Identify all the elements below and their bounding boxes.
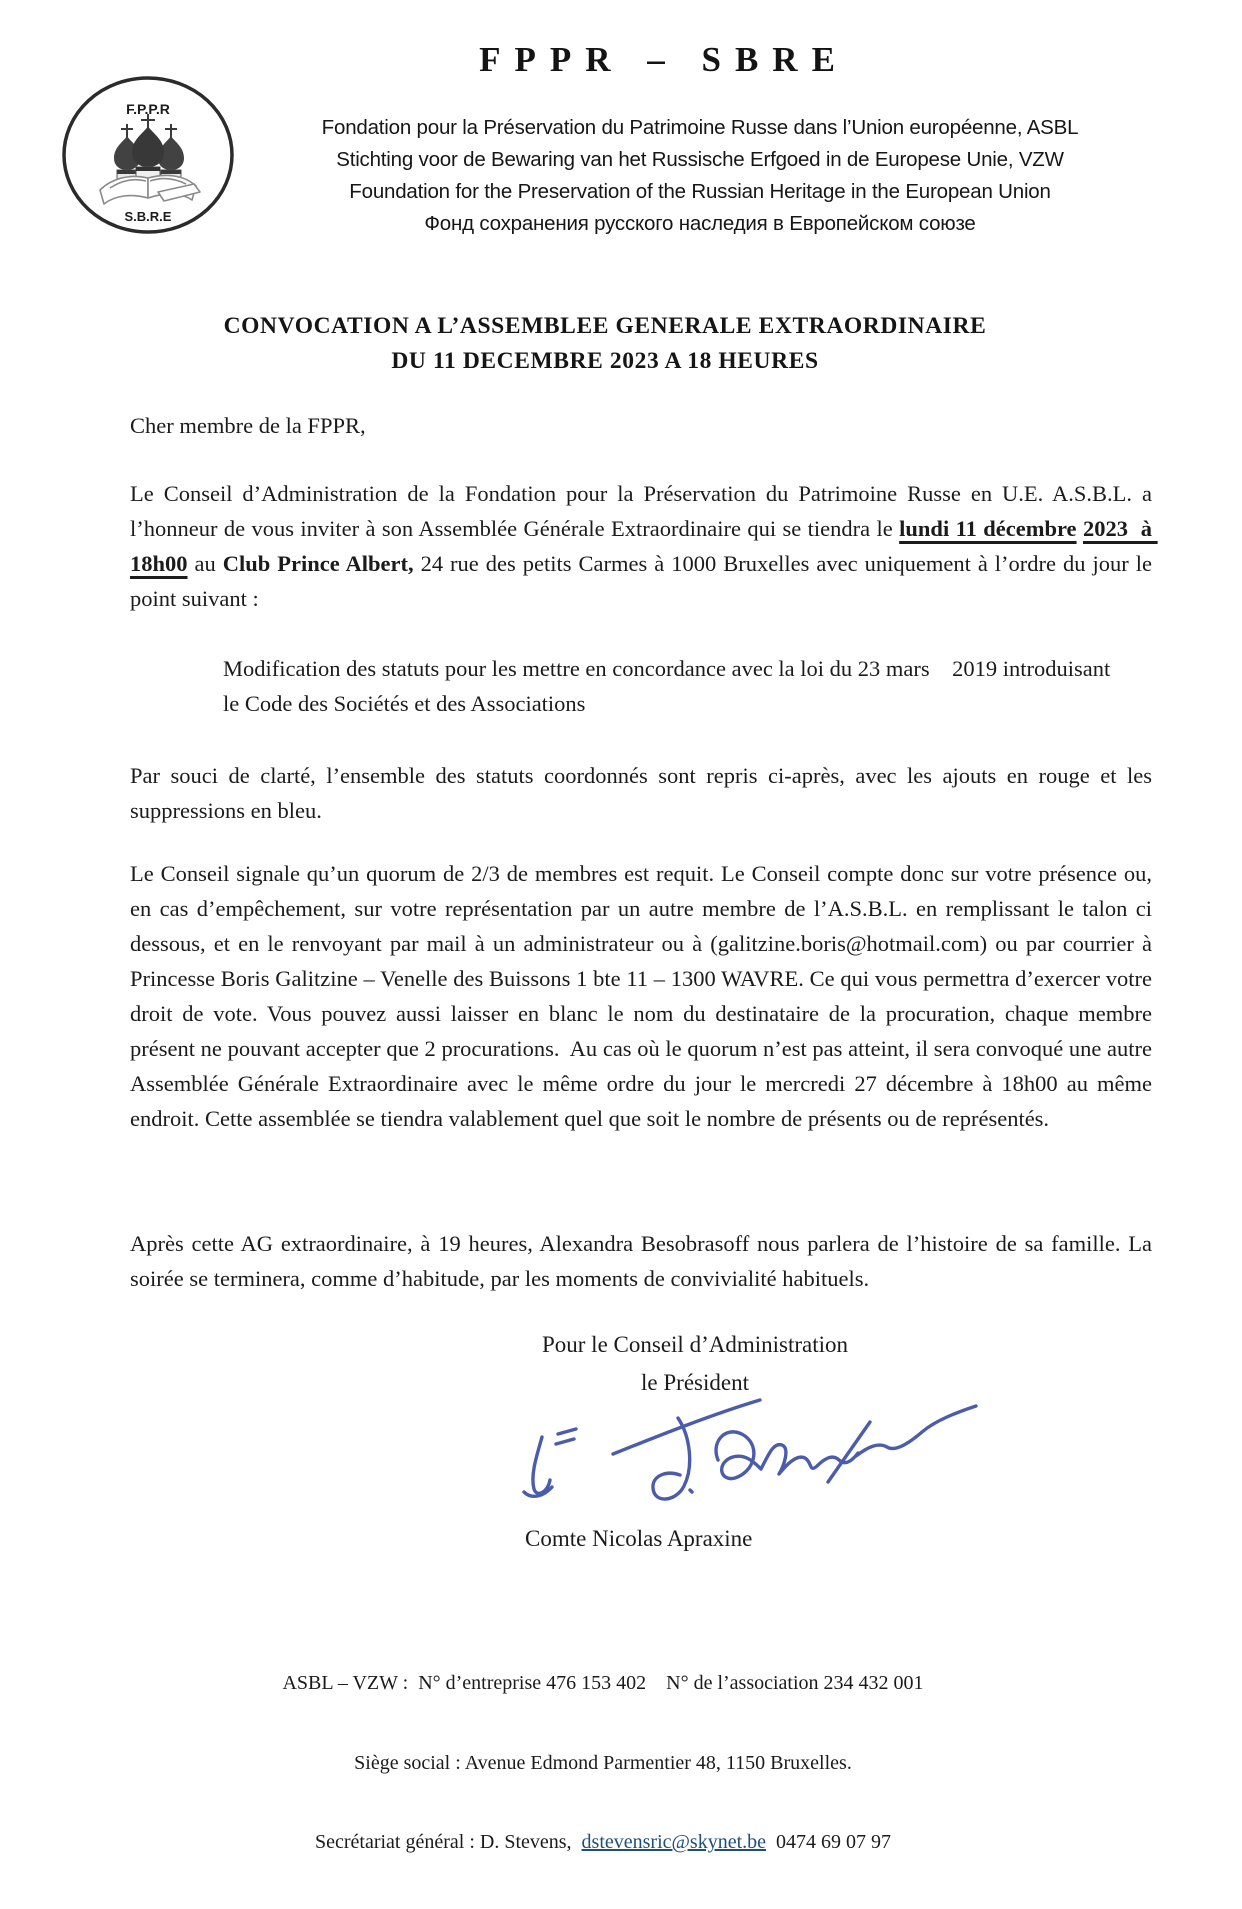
- signature-strokes: [524, 1400, 976, 1499]
- signature-ink-graphic: [518, 1392, 988, 1524]
- org-name-ru: Фонд сохранения русского наследия в Европейском союзе: [424, 212, 976, 235]
- event-venue: Club Prince Albert,: [222, 551, 414, 576]
- footer-block: [0, 1617, 1206, 1909]
- fppr-logo: [60, 74, 236, 238]
- org-name-nl: Stichting voor de Bewaring van het Russische Erfgoed in de Europese Unie, VZW: [336, 148, 1064, 171]
- event-date-day: lundi 11 décembre: [899, 516, 1077, 541]
- open-book-icon: [100, 175, 200, 204]
- footer-address-line: Siège social : Avenue Edmond Parmentier 48, 1150 Bruxelles.: [354, 1751, 852, 1774]
- fppr-logo-graphic: [60, 74, 236, 238]
- secretary-email-link[interactable]: dstevensric@skynet.be: [581, 1831, 767, 1853]
- onion-domes-icon: [114, 114, 184, 182]
- footer-contact-prefix: Secrétariat général : D. Stevens,: [314, 1831, 582, 1853]
- signatory-name: Comte Nicolas Apraxine: [525, 1526, 753, 1551]
- convocation-heading: [0, 309, 1210, 379]
- clarity-paragraph: Par souci de clarté, l’ensemble des statuts coordonnés sont repris ci-après, avec les ajouts en rouge et les suppressions en bleu.: [130, 763, 1158, 823]
- logo-top-label: F.P.P.R: [126, 101, 170, 117]
- event-date-time: 2023 à 18h00: [130, 516, 1158, 576]
- agenda-item: Modification des statuts pour les mettre en concordance avec la loi du 23 mars 2019 introduisant le Code des Sociétés et des Associations: [223, 656, 1116, 716]
- invitation-text-3: 24 rue des petits Carmes à 1000 Bruxelles avec uniquement à l’ordre du jour le point suivant :: [130, 551, 1158, 611]
- footer-contact-line: [0, 1829, 1206, 1856]
- closing-line2: le Président: [641, 1370, 749, 1395]
- org-name-en: Foundation for the Preservation of the Russian Heritage in the European Union: [349, 180, 1051, 203]
- invitation-text-1: Le Conseil d’Administration de la Fondation pour la Préservation du Patrimoine Russe en U.E. A.S.B.L. a l’honneur de vous inviter à son Assemblée Générale Extraordinaire qui se tiendra le: [130, 481, 1158, 541]
- convocation-heading-line1: CONVOCATION A L’ASSEMBLEE GENERALE EXTRAORDINAIRE: [223, 313, 987, 339]
- page-title: FPPR – SBRE: [479, 40, 849, 79]
- after-ag-paragraph: Après cette AG extraordinaire, à 19 heures, Alexandra Besobrasoff nous parlera de l’histoire de sa famille. La soirée se terminera, comme d’habitude, par les moments de convivialité habituels.: [130, 1231, 1158, 1291]
- logo-bottom-label: S.B.R.E: [124, 209, 172, 224]
- salutation: Cher membre de la FPPR,: [130, 413, 366, 438]
- org-name-fr: Fondation pour la Préservation du Patrimoine Russe dans l’Union européenne, ASBL: [321, 116, 1079, 139]
- signature-handwriting: [518, 1392, 988, 1524]
- convocation-heading-line2: DU 11 DECEMBRE 2023 A 18 HEURES: [391, 348, 819, 374]
- invitation-paragraph: [130, 476, 1158, 616]
- footer-contact-phone: 0474 69 07 97: [766, 1831, 892, 1853]
- org-subtitle-block: [280, 112, 1120, 240]
- footer-registration-line: ASBL – VZW : N° d’entreprise 476 153 402 N° de l’association 234 432 001: [282, 1672, 924, 1694]
- quorum-paragraph: Le Conseil signale qu’un quorum de 2/3 de membres est requit. Le Conseil compte donc sur votre présence ou, en cas d’empêchement, sur votre représentation par un autre membre de l’A.S.B.L. en remplissant le talon ci dessous, et en le renvoyant par mail à un administrateur ou à (galitzine.boris@hotmail.com) ou par courrier à Princesse Boris Galitzine – Venelle des Buissons 1 bte 11 – 1300 WAVRE. Ce qui vous permettra d’exercer votre droit de vote. Vous pouvez aussi laisser en blanc le nom du destinataire de la procuration, chaque membre présent ne pouvant accepter que 2 procurations. Au cas où le quorum n’est pas atteint, il sera convoqué une autre Assemblée Générale Extraordinaire avec le même ordre du jour le mercredi 27 décembre à 18h00 au même endroit. Cette assemblée se tiendra valablement quel que soit le nombre de présents ou de représentés.: [130, 861, 1158, 1131]
- invitation-text-2: au: [187, 551, 223, 576]
- closing-line1: Pour le Conseil d’Administration: [541, 1332, 848, 1357]
- closing-block: [160, 1326, 1230, 1402]
